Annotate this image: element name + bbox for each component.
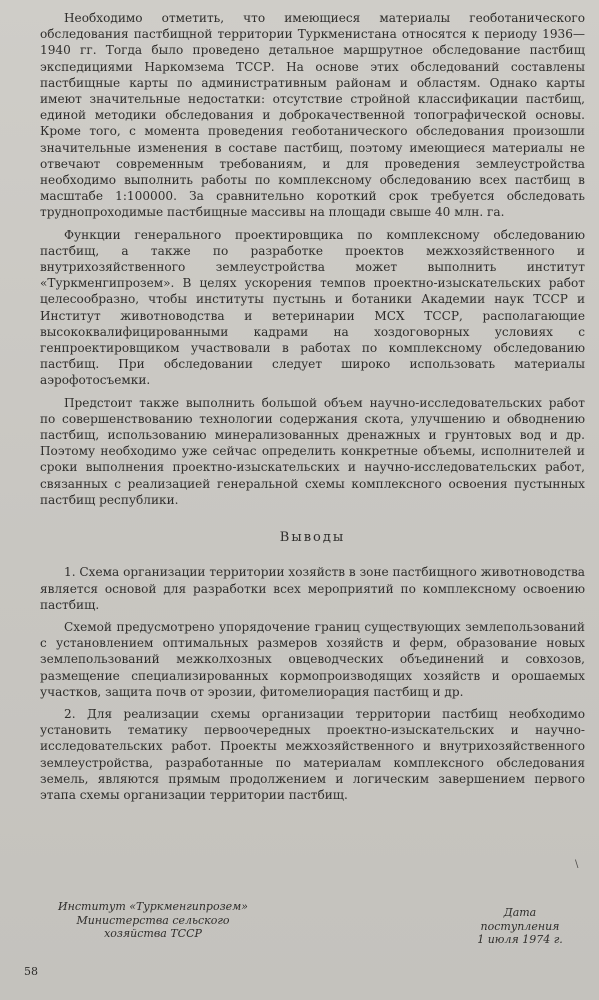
page-number: 58 xyxy=(24,965,38,978)
conclusion-paragraph-3: 2. Для реализации схемы организации территории пастбищ необходимо установить тематику первоочередных проектно-изыскательских и научно-исследовательских работ. Проекты межхозяйственного и внутрихозяйственного землеустройства, разработанные по материалам комплексного обследования земель, являются прямым продолжением и логическим завершением первого этапа схемы организации территории пастбищ. xyxy=(40,706,585,802)
conclusion-paragraph-2: Схемой предусмотрено упорядочение границ существующих землепользований с установлением оптимальных размеров хозяйств и ферм, образование новых землепользований межколхозных овцеводческих объединений и совхозов, размещение специализированных кормопроизводящих хозяйств и орошаемых участков, защита почв от эрозии, фитомелиорация пастбищ и др. xyxy=(40,619,585,699)
received-date-label: Дата поступления xyxy=(480,906,560,933)
body-paragraph-3: Предстоит также выполнить большой объем научно-исследовательских работ по совершенствованию технологии содержания скота, улучшению и обводнению пастбищ, использованию минерализованных дренажных и грунтовых вод и др. Поэтому необходимо уже сейчас определить конкретные объемы, исполнителей и сроки выполнения проектно-изыскательских и научно-исследовательских работ, связанных с реализацией генеральной схемы комплексного освоения пустынных пастбищ республики. xyxy=(40,395,585,507)
margin-mark: \ xyxy=(575,859,579,870)
institution-line-1: Институт «Туркменгипрозем» xyxy=(58,900,248,913)
conclusions-heading: Выводы xyxy=(279,530,346,546)
body-paragraph-1: Необходимо отметить, что имеющиеся материалы геоботанического обследования пастбищной территории Туркменистана относятся к периоду 1936—1940 гг. Тогда было проведено детальное маршрутное обследование пастбищ экспедициями Наркомзема ТССР. На основе этих обследований составлены пастбищные карты по административным районам и областям. Однако карты имеют значительные недостатки: отсутствие стройной классификации пастбищ, единой методики обследования и доброкачественной топографической основы. Кроме того, с момента проведения геоботанического обследования произошли значительные изменения в составе пастбищ, поэтому имеющиеся материалы не отвечают современным требованиям, и для проведения землеустройства необходимо выполнить работы по комплексному обследованию всех пастбищ в масштабе 1:100000. За сравнительно короткий срок требуется обследовать труднопроходимые пастбищные массивы на площади свыше 40 млн. га. xyxy=(40,11,585,220)
institution-line-3: хозяйства ТССР xyxy=(104,927,202,940)
received-date-block xyxy=(465,906,575,947)
body-paragraph-2: Функции генерального проектировщика по комплексному обследованию пастбищ, а также по разработке проектов межхозяйственного и внутрихозяйственного землеустройства может выполнить институт «Туркменгипрозем». В целях ускорения темпов проектно-изыскательских работ целесообразно, чтобы институты пустынь и ботаники Академии наук ТССР и Институт животноводства и ветеринарии МСХ ТССР, располагающие высококвалифицированными кадрами на хоздоговорных условиях с генпроектировщиком участвовали в работах по комплексному обследованию пастбищ. При обследовании следует широко использовать материалы аэрофотосъемки. xyxy=(40,227,585,388)
institution-line-2: Министерства сельского xyxy=(76,913,230,927)
conclusion-paragraph-1: 1. Схема организации территории хозяйств в зоне пастбищного животноводства является основой для разработки всех мероприятий по комплексному освоению пастбищ. xyxy=(40,565,585,612)
institution-block xyxy=(48,900,258,941)
main-text xyxy=(40,10,585,803)
received-date-value: 1 июля 1974 г. xyxy=(477,933,563,946)
